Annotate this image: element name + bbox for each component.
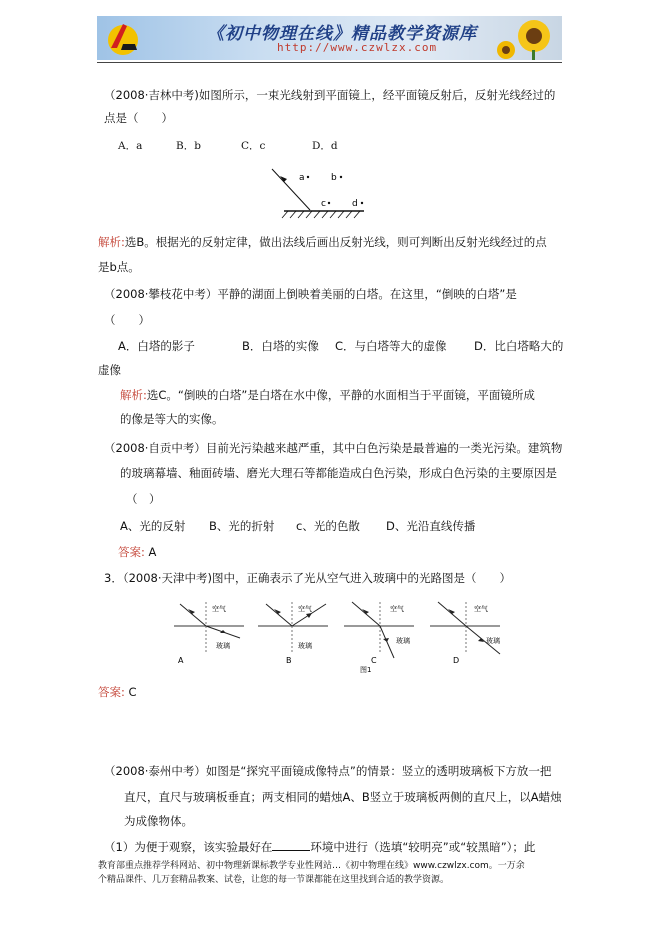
q5-sub1-blank[interactable] [272,838,310,851]
header-divider [97,62,562,63]
q4-panel-b [258,602,328,665]
q1-point-d-label: d [352,199,358,209]
q2-analysis-line1 [120,387,535,403]
site-logo-icon [103,18,143,58]
q4-b-air-label: 空气 [298,605,312,613]
q1-analysis-text: 选B。根据光的反射定律，做出法线后画出反射光线，则可判断出反射光线经过的点 [124,235,547,249]
q4-panel-c [344,602,414,665]
q4-a-air-label: 空气 [212,605,226,613]
q2-analysis-line2: 的像是等大的实像。 [120,412,224,426]
q3-option-b: B、光的折射 [209,519,275,533]
q2-stem-line1: （2008·攀枝花中考）平静的湖面上倒映着美丽的白塔。在这里，“倒映的白塔”是 [104,287,517,301]
q1-stem-line1: （2008·吉林中考)如图所示，一束光线射到平面镜上，经平面镜反射后，反射光线经过的 [104,88,556,102]
q4-b-letter: B [286,656,292,665]
q3-stem-line1: （2008·自贡中考）目前光污染越来越严重，其中白色污染是最普遍的一类光污染。建筑物 [104,441,563,455]
q1-option-d: D．d [312,140,338,152]
q1-option-b: B．b [176,140,201,152]
q2-option-d: D．比白塔略大的 [474,339,564,353]
banner-url[interactable]: http://www.czwlzx.com [277,41,438,54]
footer-line2: 个精品课件、几万套精品教案、试卷，让您的每一节课都能在这里找到合适的教学资源。 [98,875,450,885]
q4-c-letter: C [371,656,377,665]
q1-analysis-line1 [98,234,547,250]
q1-option-a: A．a [118,140,143,152]
q1-analysis-label: 解析: [98,235,125,249]
q2-option-b: B．白塔的实像 [242,339,319,353]
q4-d-letter: D [453,656,460,665]
q4-a-glass-label: 玻璃 [216,642,230,650]
q2-option-d-continued: 虚像 [98,363,121,377]
q5-stem-line2: 直尺，直尺与玻璃板垂直；两支相同的蜡烛A、B竖立于玻璃板两侧的直尺上，以A蜡烛 [124,790,562,804]
q1-point-a-label: a [299,173,305,183]
q1-option-c: C．c [241,140,266,152]
q4-refraction-figure [168,596,508,676]
q5-sub1 [104,838,535,855]
sunflower-icon [488,16,558,60]
q4-c-glass-label: 玻璃 [396,637,410,645]
footer-line1: 教育部重点推荐学科网站、初中物理新课标教学专业性网站…《初中物理在线》www.czwlzx.com。一万余 [98,861,525,871]
q4-d-glass-label: 玻璃 [486,637,500,645]
q5-sub1-suffix: 环境中进行（选填“较明亮”或“较黑暗”）；此 [310,840,536,854]
banner-title: 《初中物理在线》精品教学资源库 [207,24,477,44]
q4-panel-a [174,602,244,665]
q2-option-a: A．白塔的影子 [118,339,195,353]
header-banner [97,16,562,60]
q5-sub1-prefix: （1）为便于观察，该实验最好在 [104,840,273,854]
q1-analysis-line2: 是b点。 [98,260,140,274]
q1-stem-line2: 点是（ ） [104,111,173,125]
q3-answer-value: A [148,545,157,559]
q3-option-a: A、光的反射 [120,519,186,533]
q4-c-air-label: 空气 [390,605,404,613]
q5-stem-line1: （2008·泰州中考）如图是“探究平面镜成像特点”的情景：竖立的透明玻璃板下方放一把 [104,764,552,778]
q3-stem-line3: （ ） [126,492,161,506]
q2-stem-line2: （ ） [104,313,150,327]
q4-b-glass-label: 玻璃 [298,642,312,650]
q4-a-letter: A [178,656,184,665]
q1-mirror-diagram [268,166,378,224]
q4-answer [98,684,137,700]
q3-answer [118,544,156,560]
q4-d-air-label: 空气 [474,605,488,613]
q4-panel-d [430,602,500,665]
q5-stem-line3: 为成像物体。 [124,814,193,828]
q4-answer-label: 答案: [98,685,125,699]
q4-answer-value: C [128,685,137,699]
q3-option-d: D、光沿直线传播 [386,519,476,533]
q3-answer-label: 答案: [118,545,145,559]
q4-stem: 3．（2008·天津中考)图中，正确表示了光从空气进入玻璃中的光路图是（ ） [104,571,511,585]
q1-point-b-label: b [331,173,337,183]
q2-option-c: C．与白塔等大的虚像 [335,339,447,353]
q3-option-c: c、光的色散 [296,519,360,533]
q2-analysis-text: 选C。“倒映的白塔”是白塔在水中像，平静的水面相当于平面镜，平面镜所成 [146,388,535,402]
q4-figure-caption: 图1 [360,666,372,674]
q3-stem-line2: 的玻璃幕墙、釉面砖墙、磨光大理石等都能造成白色污染，形成白色污染的主要原因是 [120,466,557,480]
q2-analysis-label: 解析: [120,388,147,402]
q1-point-c-label: c [321,199,326,209]
